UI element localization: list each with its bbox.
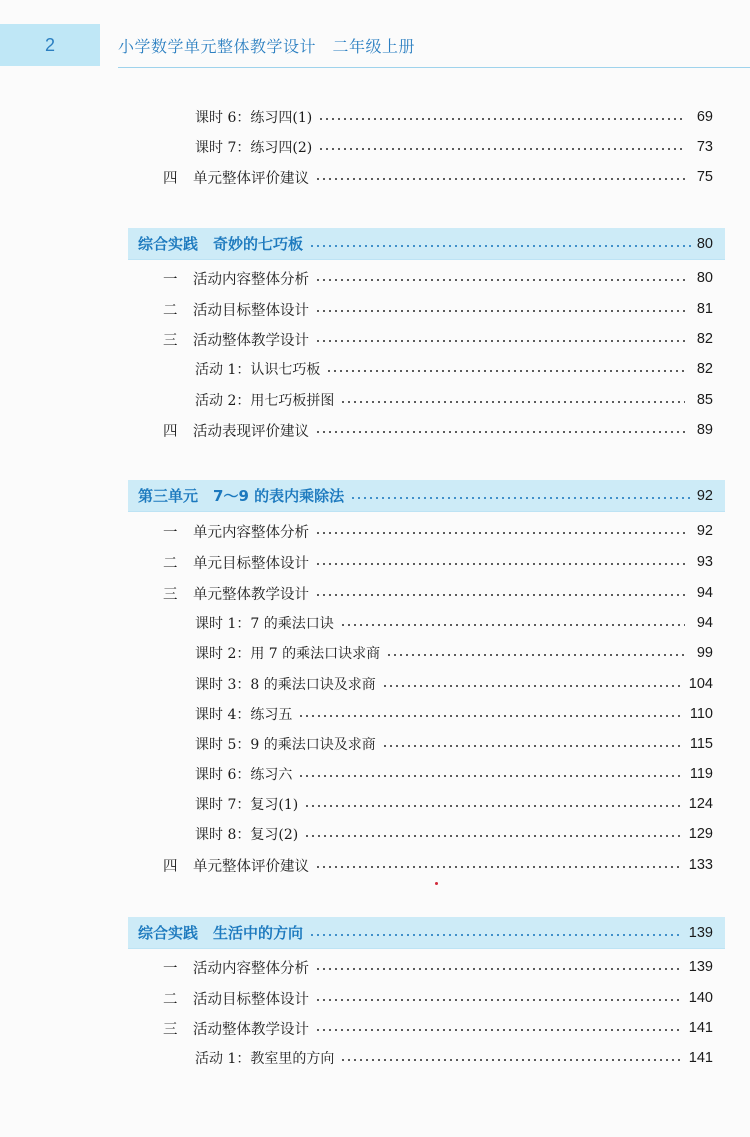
toc-entry[interactable] <box>135 547 713 577</box>
leader-dots <box>304 835 683 837</box>
page-number: 2 <box>0 24 100 66</box>
entry-title: 课时 2：用 7 的乘法口诀求商 <box>195 646 381 662</box>
leader-dots <box>318 148 685 150</box>
entry-title: 活动内容整体分析 <box>193 271 309 288</box>
toc-entry[interactable] <box>135 415 713 445</box>
toc-entry[interactable] <box>135 952 713 982</box>
leader-dots <box>350 497 691 499</box>
entry-title: 单元整体评价建议 <box>193 858 309 875</box>
entry-page: 94 <box>696 615 713 631</box>
entry-number: 四 <box>163 423 178 440</box>
book-title: 小学数学单元整体教学设计 二年级上册 <box>118 37 416 56</box>
entry-number: 一 <box>163 960 178 977</box>
entry-page: 110 <box>689 706 713 722</box>
leader-dots <box>315 431 685 433</box>
leader-dots <box>315 340 685 342</box>
entry-number: 一 <box>163 271 178 288</box>
section-divider <box>128 511 725 512</box>
entry-title: 课时 4：练习五 <box>195 707 293 723</box>
entry-page: 80 <box>696 270 713 286</box>
section-heading[interactable] <box>128 917 725 948</box>
leader-dots <box>382 745 684 747</box>
leader-dots <box>298 715 684 717</box>
entry-title: 活动 1：教室里的方向 <box>195 1051 335 1067</box>
section-divider <box>128 948 725 949</box>
entry-page: 92 <box>696 523 713 539</box>
toc-entry[interactable] <box>135 294 713 324</box>
entry-page: 93 <box>696 554 713 570</box>
entry-title: 课时 3：8 的乘法口诀及求商 <box>195 677 376 693</box>
entry-page: 82 <box>696 361 713 377</box>
leader-dots <box>326 370 685 372</box>
leader-dots <box>340 401 685 403</box>
entry-page: 82 <box>696 331 713 347</box>
entry-number: 三 <box>163 586 178 603</box>
entry-title: 活动 1：认识七巧板 <box>195 362 321 378</box>
entry-number: 三 <box>163 1021 178 1038</box>
ink-mark <box>435 882 438 885</box>
toc-entry[interactable] <box>195 1043 713 1073</box>
entry-title: 单元整体评价建议 <box>193 170 309 187</box>
entry-page: 140 <box>688 990 713 1006</box>
leader-dots <box>315 563 685 565</box>
entry-title: 课时 7：练习四(2) <box>195 140 313 156</box>
section-heading[interactable] <box>128 480 725 511</box>
leader-dots <box>315 1029 683 1031</box>
entry-number: 二 <box>163 991 178 1008</box>
toc-entry[interactable] <box>195 102 713 132</box>
entry-title: 课时 8：复习(2) <box>195 827 299 843</box>
toc-entry[interactable] <box>135 983 713 1013</box>
entry-page: 99 <box>696 645 713 661</box>
entry-page: 85 <box>696 392 713 408</box>
entry-title: 课时 6：练习四(1) <box>195 110 313 126</box>
entry-page: 73 <box>696 139 713 155</box>
entry-page: 141 <box>688 1050 713 1066</box>
leader-dots <box>315 279 685 281</box>
leader-dots <box>386 654 685 656</box>
leader-dots <box>315 968 683 970</box>
entry-page: 115 <box>689 736 713 752</box>
leader-dots <box>382 685 683 687</box>
entry-title: 活动整体教学设计 <box>193 1021 309 1038</box>
entry-page: 133 <box>688 857 713 873</box>
entry-page: 75 <box>696 169 713 185</box>
toc-entry[interactable] <box>195 638 713 668</box>
entry-title: 课时 7：复习(1) <box>195 797 299 813</box>
entry-page: 119 <box>689 766 713 782</box>
toc-entry[interactable] <box>195 385 713 415</box>
leader-dots <box>315 310 685 312</box>
entry-title: 单元目标整体设计 <box>193 555 309 572</box>
entry-number: 一 <box>163 524 178 541</box>
section-page: 92 <box>696 487 713 504</box>
entry-page: 104 <box>688 676 713 692</box>
entry-number: 二 <box>163 555 178 572</box>
toc-entry[interactable] <box>195 789 713 819</box>
leader-dots <box>309 245 691 247</box>
entry-title: 活动表现评价建议 <box>193 423 309 440</box>
entry-page: 94 <box>696 585 713 601</box>
leader-dots <box>315 999 683 1001</box>
entry-number: 四 <box>163 170 178 187</box>
entry-page: 141 <box>688 1020 713 1036</box>
toc-entry[interactable] <box>135 1013 713 1043</box>
section-page: 139 <box>688 924 713 941</box>
section-title: 综合实践 奇妙的七巧板 <box>138 235 304 253</box>
toc-entry[interactable] <box>195 699 713 729</box>
leader-dots <box>315 594 685 596</box>
entry-page: 81 <box>696 301 713 317</box>
toc-entry[interactable] <box>195 132 713 162</box>
entry-page: 129 <box>688 826 713 842</box>
entry-title: 课时 5：9 的乘法口诀及求商 <box>195 737 376 753</box>
section-divider <box>128 259 725 260</box>
section-title: 综合实践 生活中的方向 <box>138 924 304 942</box>
toc-entry[interactable] <box>195 608 713 638</box>
entry-title: 课时 1：7 的乘法口诀 <box>195 616 334 632</box>
entry-number: 四 <box>163 858 178 875</box>
section-heading[interactable] <box>128 228 725 259</box>
entry-title: 活动整体教学设计 <box>193 332 309 349</box>
entry-page: 89 <box>696 422 713 438</box>
entry-title: 活动目标整体设计 <box>193 991 309 1008</box>
entry-number: 三 <box>163 332 178 349</box>
entry-title: 活动内容整体分析 <box>193 960 309 977</box>
entry-title: 活动目标整体设计 <box>193 302 309 319</box>
toc-entry[interactable] <box>135 324 713 354</box>
entry-title: 课时 6：练习六 <box>195 767 293 783</box>
toc-entry[interactable] <box>135 263 713 293</box>
leader-dots <box>315 178 685 180</box>
leader-dots <box>340 1059 682 1061</box>
toc-entry[interactable] <box>195 354 713 384</box>
entry-page: 124 <box>688 796 713 812</box>
entry-page: 139 <box>688 959 713 975</box>
toc-entry[interactable] <box>135 516 713 546</box>
leader-dots <box>304 805 683 807</box>
leader-dots <box>340 624 685 626</box>
entry-title: 单元整体教学设计 <box>193 586 309 603</box>
section-page: 80 <box>696 235 713 252</box>
toc-entry[interactable] <box>135 162 713 192</box>
leader-dots <box>298 775 684 777</box>
toc-entry[interactable] <box>135 850 713 880</box>
entry-page: 69 <box>696 109 713 125</box>
toc-entry[interactable] <box>195 759 713 789</box>
toc-entry[interactable] <box>135 578 713 608</box>
section-title: 第三单元 7～9 的表内乘除法 <box>138 487 345 505</box>
toc-entry[interactable] <box>195 669 713 699</box>
entry-title: 活动 2：用七巧板拼图 <box>195 393 335 409</box>
toc-entry[interactable] <box>195 729 713 759</box>
leader-dots <box>315 532 685 534</box>
entry-number: 二 <box>163 302 178 319</box>
entry-title: 单元内容整体分析 <box>193 524 309 541</box>
leader-dots <box>318 118 685 120</box>
leader-dots <box>309 934 683 936</box>
leader-dots <box>315 866 683 868</box>
toc-entry[interactable] <box>195 819 713 849</box>
